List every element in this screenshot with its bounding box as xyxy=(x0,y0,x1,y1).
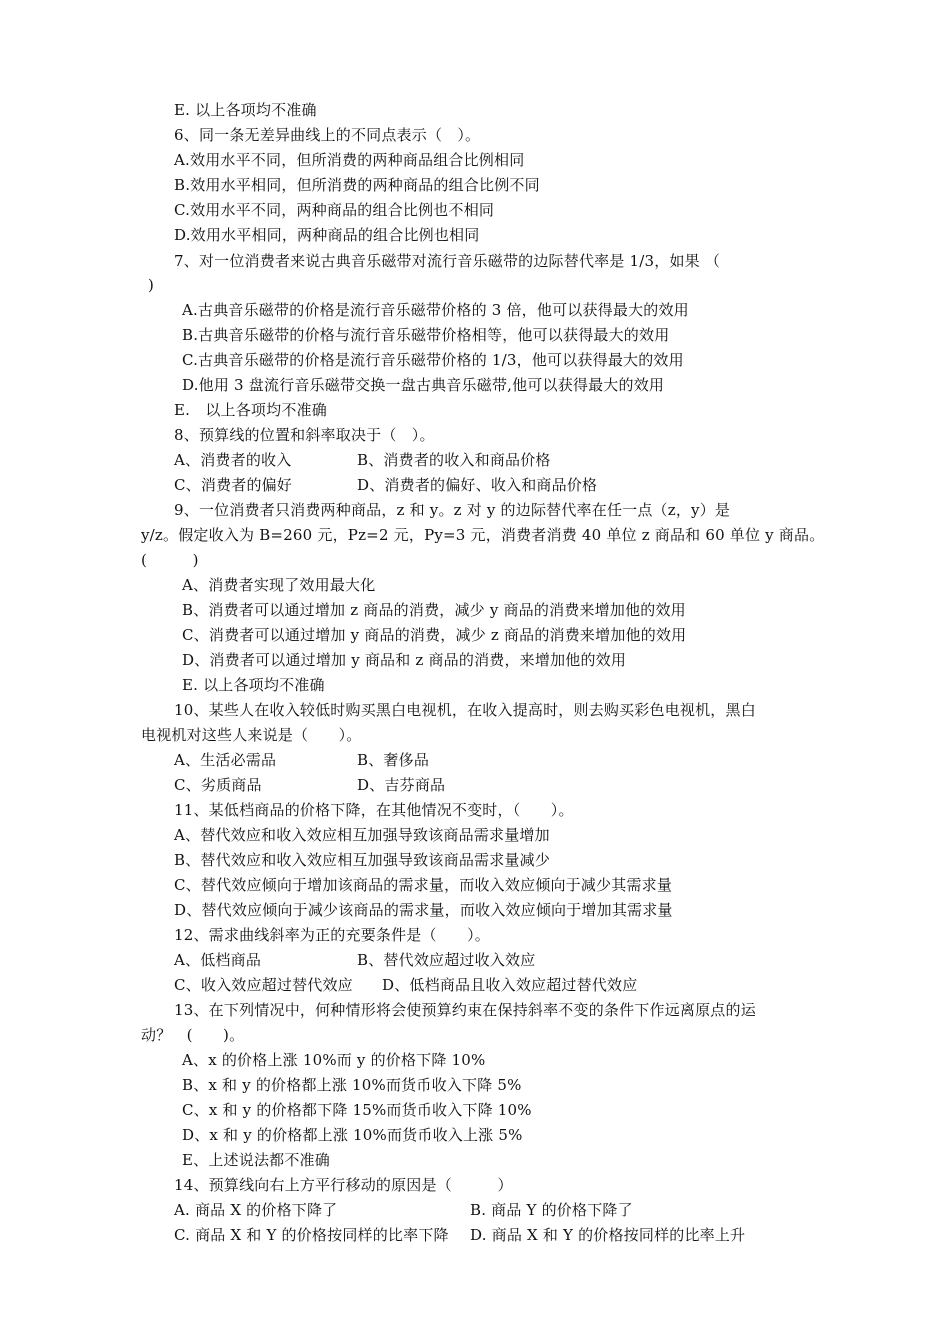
q6-option-d: D.效用水平相同，两种商品的组合比例也相同 xyxy=(174,226,480,244)
q9-stem-cont: y/z。假定收入为 B=260 元，Pz=2 元，Py=3 元，消费者消费 40 单位 z 商品和 60 单位 y 商品。 xyxy=(141,526,825,544)
q13-option-d: D、x 和 y 的价格都上涨 10%而货币收入上涨 5% xyxy=(182,1126,523,1144)
q6-option-c: C.效用水平不同，两种商品的组合比例也不相同 xyxy=(174,201,495,219)
q11-option-a: A、替代效应和收入效应相互加强导致该商品需求量增加 xyxy=(174,826,550,844)
q9-answer-bracket: ( ) xyxy=(141,551,199,569)
q14-option-b: B. 商品 Y 的价格下降了 xyxy=(470,1201,633,1219)
q14-option-c: C. 商品 X 和 Y 的价格按同样的比率下降 xyxy=(174,1226,449,1244)
q14-option-a: A. 商品 X 的价格下降了 xyxy=(174,1201,338,1219)
q13-option-e: E、上述说法都不准确 xyxy=(182,1151,330,1169)
q10-option-a: A、生活必需品 xyxy=(174,751,277,769)
q12-option-b: B、替代效应超过收入效应 xyxy=(357,951,536,969)
q7-option-b: B.古典音乐磁带的价格与流行音乐磁带价格相等，他可以获得最大的效用 xyxy=(182,326,670,344)
q11-option-b: B、替代效应和收入效应相互加强导致该商品需求量减少 xyxy=(174,851,551,869)
q13-option-b: B、x 和 y 的价格都上涨 10%而货币收入下降 5% xyxy=(182,1076,522,1094)
q11-option-c: C、替代效应倾向于增加该商品的需求量，而收入效应倾向于减少其需求量 xyxy=(174,876,673,894)
q10-stem: 10、某些人在收入较低时购买黑白电视机，在收入提高时，则去购买彩色电视机，黑白 xyxy=(174,701,756,719)
q9-option-d: D、消费者可以通过增加 y 商品和 z 商品的消费，来增加他的效用 xyxy=(182,651,627,669)
q8-option-c: C、消费者的偏好 xyxy=(174,476,293,494)
q8-option-a: A、消费者的收入 xyxy=(174,451,292,469)
q8-stem: 8、预算线的位置和斜率取决于（ ）。 xyxy=(174,426,435,444)
q7-option-d: D.他用 3 盘流行音乐磁带交换一盘古典音乐磁带,他可以获得最大的效用 xyxy=(182,376,665,394)
q7-option-c: C.古典音乐磁带的价格是流行音乐磁带价格的 1/3，他可以获得最大的效用 xyxy=(182,351,684,369)
q7-option-a: A.古典音乐磁带的价格是流行音乐磁带价格的 3 倍，他可以获得最大的效用 xyxy=(182,301,689,319)
q8-option-b: B、消费者的收入和商品价格 xyxy=(357,451,551,469)
q14-stem: 14、预算线向右上方平行移动的原因是（ ） xyxy=(174,1176,513,1194)
q10-option-b: B、奢侈品 xyxy=(357,751,430,769)
q12-stem: 12、需求曲线斜率为正的充要条件是（ ）。 xyxy=(174,926,490,944)
q12-option-c: C、收入效应超过替代效应 xyxy=(174,976,353,994)
q10-stem-cont: 电视机对这些人来说是（ ）。 xyxy=(141,726,362,744)
q7-stem: 7、对一位消费者来说古典音乐磁带对流行音乐磁带的边际替代率是 1/3，如果 （ xyxy=(174,252,721,270)
q13-option-a: A、x 的价格上涨 10%而 y 的价格下降 10% xyxy=(182,1051,486,1069)
q7-option-e: E. 以上各项均不准确 xyxy=(174,401,327,419)
q9-option-c: C、消费者可以通过增加 y 商品的消费，减少 z 商品的消费来增加他的效用 xyxy=(182,626,687,644)
q13-stem-cont: 动？ ( )。 xyxy=(141,1026,245,1044)
q9-option-b: B、消费者可以通过增加 z 商品的消费，减少 y 商品的消费来增加他的效用 xyxy=(182,601,686,619)
q6-stem: 6、同一条无差异曲线上的不同点表示（ ）。 xyxy=(174,126,481,144)
q13-option-c: C、x 和 y 的价格都下降 15%而货币收入下降 10% xyxy=(182,1101,532,1119)
q8-option-d: D、消费者的偏好、收入和商品价格 xyxy=(357,476,598,494)
q13-stem: 13、在下列情况中，何种情形将会使预算约束在保持斜率不变的条件下作远离原点的运 xyxy=(174,1001,756,1019)
q5-option-e: E. 以上各项均不准确 xyxy=(174,101,317,119)
q6-option-a: A.效用水平不同，但所消费的两种商品组合比例相同 xyxy=(174,151,525,169)
q9-option-a: A、消费者实现了效用最大化 xyxy=(182,576,376,594)
q10-option-d: D、吉芬商品 xyxy=(357,776,446,794)
q11-option-d: D、替代效应倾向于减少该商品的需求量，而收入效应倾向于增加其需求量 xyxy=(174,901,673,919)
q6-option-b: B.效用水平相同，但所消费的两种商品的组合比例不同 xyxy=(174,176,540,194)
q12-option-d: D、低档商品且收入效应超过替代效应 xyxy=(382,976,638,994)
q12-option-a: A、低档商品 xyxy=(174,951,262,969)
q9-option-e: E. 以上各项均不准确 xyxy=(182,676,325,694)
q10-option-c: C、劣质商品 xyxy=(174,776,262,794)
q9-stem: 9、一位消费者只消费两种商品，z 和 y。z 对 y 的边际替代率在任一点（z，y）是 xyxy=(174,501,731,519)
q14-option-d: D. 商品 X 和 Y 的价格按同样的比率上升 xyxy=(470,1226,746,1244)
q11-stem: 11、某低档商品的价格下降，在其他情况不变时，（ ）。 xyxy=(174,801,574,819)
q7-stem-cont: ) xyxy=(148,276,155,294)
